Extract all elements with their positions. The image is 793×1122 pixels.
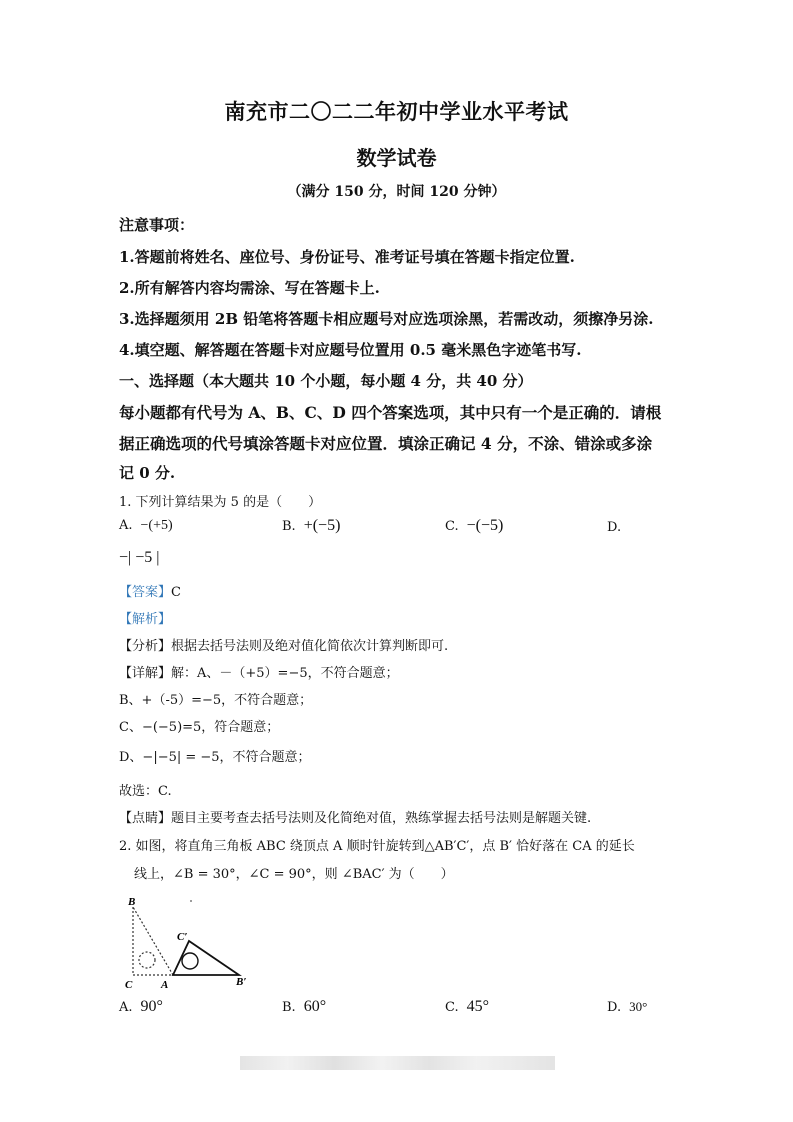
q1-option-b (282, 517, 340, 535)
section1-desc-3: 记 0 分. (119, 464, 176, 482)
label-b: B (128, 896, 136, 908)
q2-stem-line1: 2. 如图，将直角三角板 ABC 绕顶点 A 顺时针旋转到△AB′C′，点 B′ 恰好落在 CA 的延长 (119, 839, 635, 854)
q1-option-a-label: A. (119, 518, 133, 533)
q1-option-a (119, 518, 173, 534)
q2-option-a (119, 998, 163, 1016)
q1-fenxi: 【分析】根据去括号法则及绝对值化简依次计算判断即可. (119, 639, 449, 654)
note-item-1: 1.答题前将姓名、座位号、身份证号、准考证号填在答题卡指定位置. (119, 248, 575, 266)
q2-option-b (282, 998, 326, 1016)
q1-option-c-label: C. (445, 519, 459, 534)
q1-stem: 1. 下列计算结果为 5 的是（ ） (119, 495, 322, 510)
q2-option-d-label: D. (607, 1000, 622, 1015)
q1-option-d (607, 520, 621, 535)
q1-option-d-label: D. (607, 520, 622, 535)
q1-option-b-value: +(−5) (303, 517, 341, 534)
note-item-4: 4.填空题、解答题在答题卡对应题号位置用 0.5 毫米黑色字迹笔书写. (119, 341, 582, 359)
q2-option-d (607, 999, 647, 1015)
exam-title: 南充市二〇二二年初中学业水平考试 (224, 99, 569, 124)
q2-option-a-label: A. (119, 1000, 133, 1015)
q1-option-d-value: −| −5 | (119, 549, 160, 566)
label-c-prime: C′ (177, 931, 188, 943)
q1-answer (119, 581, 181, 600)
note-item-3: 3.选择题须用 2B 铅笔将答题卡相应题号对应选项涂黑，若需改动，须擦净另涂. (119, 310, 654, 328)
triangle-abc-hole (139, 952, 155, 968)
notes-heading: 注意事项： (119, 216, 195, 234)
q1-comment: 【点睛】题目主要考查去括号法则及化简绝对值，熟练掌握去括号法则是解题关键. (119, 811, 592, 826)
q1-detail-4: D、−|−5| = −5，不符合题意； (119, 750, 311, 765)
q1-option-c-value: −(−5) (466, 517, 504, 534)
q1-choice: 故选：C. (119, 784, 172, 799)
q2-option-c-label: C. (445, 1000, 459, 1015)
analysis-tag: 【解析】 (119, 612, 172, 627)
answer-tag: 【答案】 (119, 585, 172, 600)
triangle-rotated-hole (182, 953, 198, 969)
q1-detail-2: B、+（-5）=−5，不符合题意； (119, 693, 313, 708)
q1-option-b-label: B. (282, 519, 296, 534)
answer-value: C (171, 585, 181, 600)
section1-desc-1: 每小题都有代号为 A、B、C、D 四个答案选项，其中只有一个是正确的．请根 (119, 403, 662, 422)
label-a: A (161, 979, 169, 991)
q2-option-c (445, 998, 489, 1016)
q2-option-a-value: 90° (140, 998, 163, 1015)
label-c: C (125, 979, 133, 991)
label-b-prime: B′ (236, 976, 247, 988)
q2-option-c-value: 45° (466, 998, 490, 1015)
q2-option-b-value: 60° (303, 998, 327, 1015)
exam-meta: （满分 150 分，时间 120 分钟） (287, 184, 506, 200)
note-item-2: 2.所有解答内容均需涂、写在答题卡上. (119, 279, 380, 297)
triangle-figure (119, 893, 259, 993)
q2-option-d-value: 30° (629, 999, 648, 1014)
q1-detail-1: 【详解】解：A、－（+5）=−5，不符合题意； (119, 666, 399, 681)
section1-desc-2: 据正确选项的代号填涂答题卡对应位置．填涂正确记 4 分，不涂、错涂或多涂 (119, 434, 653, 453)
q1-detail-3: C、−(−5)=5，符合题意； (119, 720, 280, 735)
q1-option-a-value: −(+5) (140, 518, 173, 533)
exam-subtitle: 数学试卷 (356, 146, 437, 170)
q1-option-c (445, 517, 503, 535)
q2-option-b-label: B. (282, 1000, 296, 1015)
q2-stem-line2: 线上，∠B = 30°，∠C = 90°，则 ∠BAC′ 为（ ） (134, 867, 454, 882)
section1-heading: 一、选择题（本大题共 10 个小题，每小题 4 分，共 40 分） (119, 372, 533, 390)
watermark-bar (240, 1056, 555, 1070)
figure-dot (190, 900, 192, 902)
